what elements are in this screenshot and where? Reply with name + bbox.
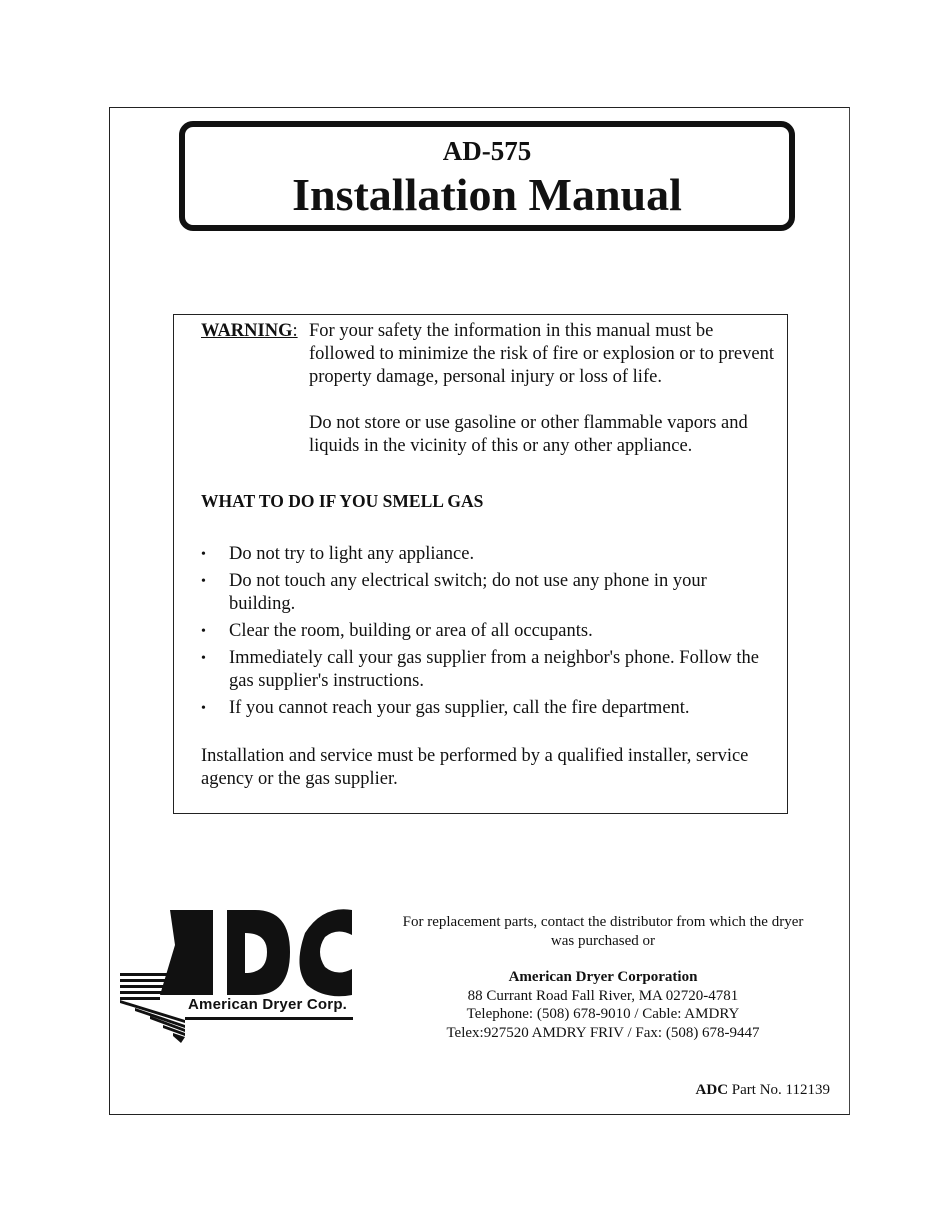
installation-notice: Installation and service must be performed by a qualified installer, service agency or the gas supplier. bbox=[201, 746, 749, 789]
title-box bbox=[179, 121, 795, 231]
gas-instructions-list bbox=[201, 543, 771, 724]
list-item: • Do not touch any electrical switch; do not use any phone in your building. bbox=[201, 570, 771, 616]
smell-gas-heading: WHAT TO DO IF YOU SMELL GAS bbox=[201, 491, 484, 511]
warning-paragraph-flammable: Do not store or use gasoline or other flammable vapors and liquids in the vicinity of this or any other appliance. bbox=[309, 413, 748, 456]
contact-intro-line1: For replacement parts, contact the distributor from which the dryer bbox=[402, 914, 804, 930]
model-number: AD-575 bbox=[442, 136, 532, 166]
company-name: American Dryer Corporation bbox=[508, 969, 698, 985]
warning-paragraph-safety: For your safety the information in this manual must be followed to minimize the risk of fire or explosion or to prevent property damage, personal injury or loss of life. bbox=[309, 321, 774, 387]
list-item: • Do not try to light any appliance. bbox=[201, 543, 771, 566]
list-item: • Immediately call your gas supplier from a neighbor's phone. Follow the gas supplier's instructions. bbox=[201, 647, 771, 693]
warning-box bbox=[173, 314, 788, 814]
list-item: • If you cannot reach your gas supplier, call the fire department. bbox=[201, 697, 771, 720]
list-item: • Clear the room, building or area of all occupants. bbox=[201, 620, 771, 643]
warning-label: WARNING: bbox=[201, 321, 298, 341]
contact-intro-line2: was purchased or bbox=[550, 932, 656, 949]
company-phone: Telephone: (508) 678-9010 / Cable: AMDRY bbox=[466, 1006, 740, 1022]
adc-logo bbox=[115, 905, 360, 1045]
company-telex-fax: Telex:927520 AMDRY FRIV / Fax: (508) 678-9447 bbox=[446, 1024, 760, 1041]
contact-info bbox=[368, 913, 838, 1042]
company-address: 88 Currant Road Fall River, MA 02720-4781 bbox=[467, 987, 739, 1004]
manual-title: Installation Manual bbox=[292, 169, 682, 220]
logo-company-name: American Dryer Corp. bbox=[188, 996, 348, 1013]
part-number: ADC Part No. 112139 bbox=[695, 1082, 830, 1098]
